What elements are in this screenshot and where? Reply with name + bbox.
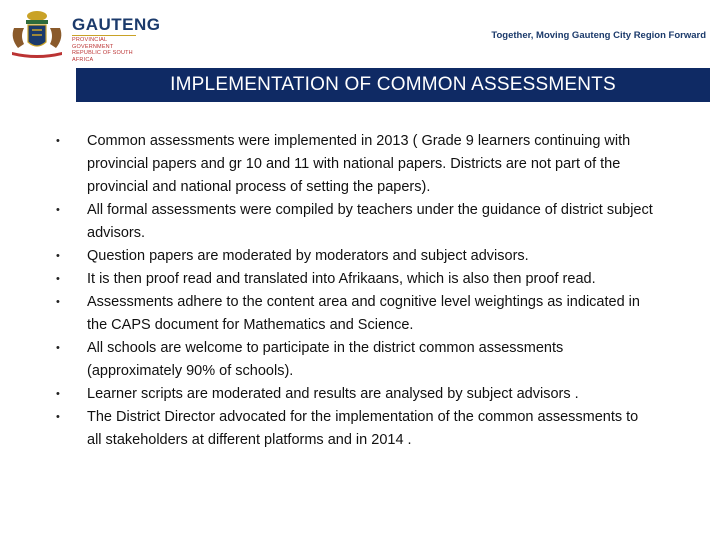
bullet-item [56,406,656,452]
header [0,0,720,70]
bullet-item [56,130,656,199]
brand-name: GAUTENG [72,15,161,34]
bullet-icon: • [56,250,60,262]
bullet-item [56,291,656,337]
brand-subtitle [72,35,136,63]
brand-subtitle-line: REPUBLIC OF SOUTH AFRICA [72,50,133,63]
bullet-text: It is then proof read and translated into Afrikaans, which is also then proof read. [87,271,596,287]
bullet-icon: • [56,204,60,216]
bullet-text: Assessments adhere to the content area and cognitive level weightings as indicated in the CAPS document for Mathematics and Science. [87,294,640,333]
bullet-icon: • [56,273,60,285]
bullet-text: Common assessments were implemented in 2013 ( Grade 9 learners continuing with provincial papers and gr 10 and 11 with national papers. Districts are not part of the provincial and national process of setting the papers). [87,133,631,195]
coat-of-arms-icon [6,8,68,58]
bullet-text: Learner scripts are moderated and results are analysed by subject advisors . [87,386,579,402]
bullet-item [56,199,656,245]
bullet-text: All formal assessments were compiled by teachers under the guidance of district subject advisors. [87,202,653,241]
bullet-text: Question papers are moderated by moderators and subject advisors. [87,248,529,264]
bullet-item [56,337,656,383]
bullet-item [56,245,656,268]
bullet-icon: • [56,342,60,354]
bullet-item [56,383,656,406]
bullet-list [56,130,656,452]
bullet-icon: • [56,411,60,423]
slide-title: IMPLEMENTATION OF COMMON ASSESSMENTS [76,68,710,102]
bullet-icon: • [56,388,60,400]
bullet-icon: • [56,135,60,147]
bullet-text: The District Director advocated for the implementation of the common assessments to all stakeholders at different platforms and in 2014 . [87,409,639,448]
gauteng-logo [72,16,161,63]
tagline: Together, Moving Gauteng City Region Forward [491,30,706,41]
bullet-icon: • [56,296,60,308]
bullet-item [56,268,656,291]
bullet-text: All schools are welcome to participate in the district common assessments (approximately 90% of schools). [87,340,564,379]
brand-subtitle-line: PROVINCIAL GOVERNMENT [72,37,114,50]
